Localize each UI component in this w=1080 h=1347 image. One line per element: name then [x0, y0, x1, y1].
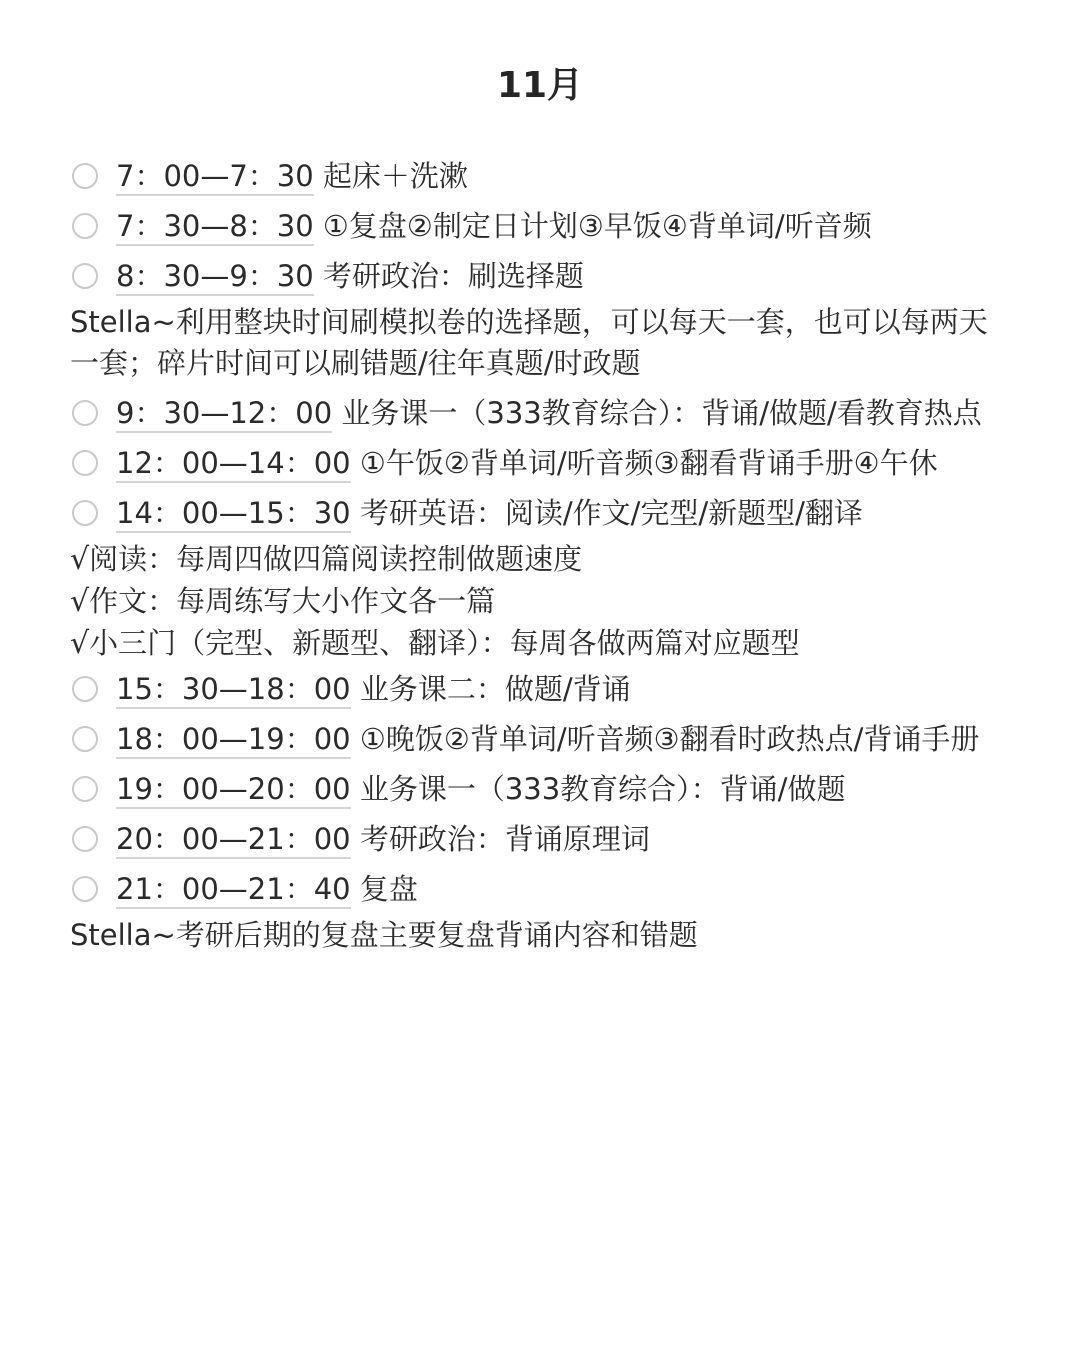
checkbox-circle-icon[interactable]: [72, 826, 98, 852]
checkmark-icon: √: [70, 584, 90, 619]
checkbox-circle-icon[interactable]: [72, 500, 98, 526]
todo-item: [70, 819, 1020, 860]
english-check-writing: [70, 581, 1020, 622]
checkbox-circle-icon[interactable]: [72, 400, 98, 426]
checkbox-circle-icon[interactable]: [72, 876, 98, 902]
todo-text: 考研英语：阅读/作文/完型/新题型/翻译: [350, 496, 863, 530]
page-title: 11月: [496, 65, 584, 106]
todo-time: 20：00—21：00: [116, 822, 351, 859]
english-check-reading: [70, 539, 1020, 580]
checkbox-circle-icon[interactable]: [72, 213, 98, 239]
checkmark-icon: √: [70, 626, 90, 661]
todo-text: ①晚饭②背单词/听音频③翻看时政热点/背诵手册: [350, 722, 980, 756]
todo-item: [70, 493, 1020, 534]
todo-text: 业务课二：做题/背诵: [350, 672, 631, 706]
todo-text: ①复盘②制定日计划③早饭④背单词/听音频: [313, 209, 872, 243]
todo-item: [70, 669, 1020, 710]
check-text: 小三门（完型、新题型、翻译）：每周各做两篇对应题型: [89, 626, 800, 660]
todo-item: [70, 156, 1020, 197]
todo-text: 业务课一（333教育综合）：背诵/做题: [350, 772, 846, 806]
checkmark-icon: √: [70, 542, 90, 577]
todo-time: 18：00—19：00: [116, 722, 351, 759]
todo-item: [70, 869, 1020, 910]
checkbox-circle-icon[interactable]: [72, 776, 98, 802]
note-politics: Stella~利用整块时间刷模拟卷的选择题，可以每天一套，也可以每两天一套；碎片时间可以刷错题/往年真题/时政题: [70, 305, 988, 380]
todo-text: 起床＋洗漱: [313, 159, 468, 193]
todo-text: 业务课一（333教育综合）：背诵/做题/看教育热点: [332, 396, 982, 430]
checkbox-circle-icon[interactable]: [72, 676, 98, 702]
todo-item: [70, 769, 1020, 810]
todo-text: 考研政治：刷选择题: [313, 259, 584, 293]
todo-time: 7：30—8：30: [116, 209, 314, 246]
todo-item: [70, 443, 1020, 484]
todo-time: 7：00—7：30: [116, 159, 314, 196]
english-check-minor: [70, 623, 1020, 664]
todo-time: 19：00—20：00: [116, 772, 351, 809]
checkbox-circle-icon[interactable]: [72, 450, 98, 476]
note-review: Stella~考研后期的复盘主要复盘背诵内容和错题: [70, 918, 698, 952]
todo-time: 14：00—15：30: [116, 496, 351, 533]
todo-time: 12：00—14：00: [116, 446, 351, 483]
todo-item: [70, 206, 1020, 247]
todo-time: 9：30—12：00: [116, 396, 332, 433]
check-text: 作文：每周练写大小作文各一篇: [89, 584, 496, 618]
todo-time: 21：00—21：40: [116, 872, 351, 909]
todo-time: 8：30—9：30: [116, 259, 314, 296]
checkbox-circle-icon[interactable]: [72, 163, 98, 189]
schedule-list: [70, 156, 1020, 965]
todo-item: [70, 719, 1020, 760]
todo-time: 15：30—18：00: [116, 672, 351, 709]
checkbox-circle-icon[interactable]: [72, 263, 98, 289]
todo-text: 复盘: [350, 872, 418, 906]
todo-text: 考研政治：背诵原理词: [350, 822, 650, 856]
check-text: 阅读：每周四做四篇阅读控制做题速度: [89, 542, 583, 576]
todo-item: [70, 256, 1020, 297]
todo-item: [70, 393, 1020, 434]
checkbox-circle-icon[interactable]: [72, 726, 98, 752]
todo-text: ①午饭②背单词/听音频③翻看背诵手册④午休: [350, 446, 938, 480]
